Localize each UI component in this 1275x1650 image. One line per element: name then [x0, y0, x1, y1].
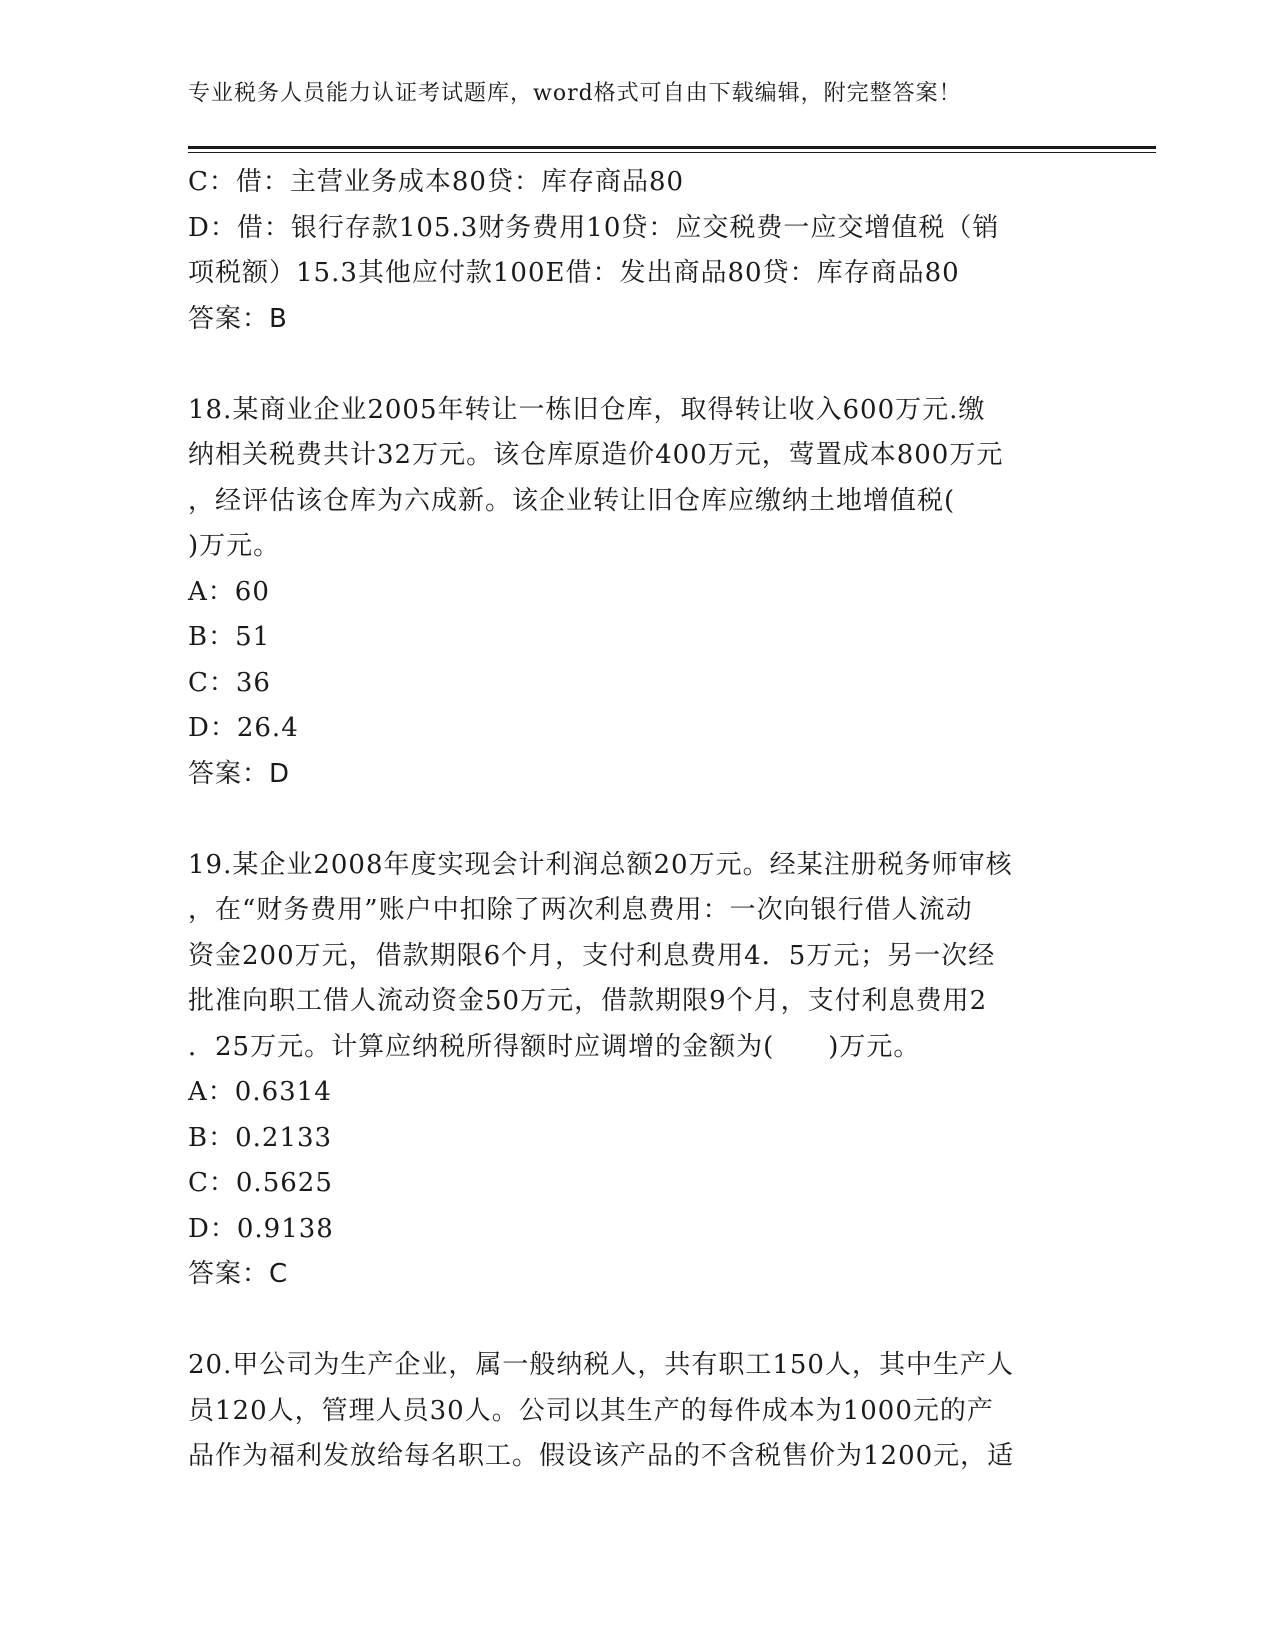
q20-stem-line: 员120人，管理人员30人。公司以其生产的每件成本为1000元的产: [188, 1395, 994, 1426]
q19-option-a: A：0.6314: [188, 1077, 332, 1107]
q18-stem-line: ，经评估该仓库为六成新。该企业转让旧仓库应缴纳土地增值税(: [188, 485, 956, 516]
q20-stem-line: 品作为福利发放给每名职工。假设该产品的不含税售价为1200元，适: [188, 1441, 1015, 1471]
spacer: [188, 797, 1068, 843]
q18-option-d: D：26.4: [188, 713, 299, 743]
q17-option-c: C：借：主营业务成本80贷：库存商品80: [188, 167, 685, 197]
q19-option-b: B：0.2133: [188, 1122, 333, 1153]
question-content: [188, 160, 1068, 1480]
q19-option-c: C：0.5625: [188, 1168, 333, 1198]
q19-stem-line: 19.某企业2008年度实现会计利润总额20万元。经某注册税务师审核: [188, 849, 1013, 880]
header-rule-thick: [188, 146, 1156, 149]
q17-option-d-cont: 项税额）15.3其他应付款100E借：发出商品80贷：库存商品80: [188, 258, 960, 288]
q19-stem-line: ．25万元。计算应纳税所得额时应调增的金额为( )万元。: [188, 1031, 921, 1062]
q19-stem-line: ，在“财务费用”账户中扣除了两次利息费用：一次向银行借人流动: [188, 895, 973, 925]
spacer: [188, 342, 1068, 388]
q19-option-d: D：0.9138: [188, 1213, 334, 1244]
q18-stem-line: )万元。: [188, 531, 281, 561]
q17-option-d: D：借：银行存款105.3财务费用10贷：应交税费一应交增值税（销: [188, 212, 1000, 243]
q18-stem-line: 纳相关税费共计32万元。该仓库原造价400万元，莺置成本800万元: [188, 440, 1004, 470]
q18-option-b: B：51: [188, 622, 271, 652]
header-rule-thin: [188, 152, 1156, 153]
q19-stem-line: 资金200万元，借款期限6个月，支付利息费用4．5万元；另一次经: [188, 940, 996, 971]
q18-option-c: C：36: [188, 667, 271, 698]
q18-answer: 答案：D: [188, 758, 291, 789]
q19-answer: 答案：C: [188, 1259, 289, 1289]
q18-option-a: A：60: [188, 576, 270, 607]
page-header: 专业税务人员能力认证考试题库，word格式可自由下载编辑，附完整答案！: [188, 81, 962, 106]
q18-stem-line: 18.某商业企业2005年转让一栋旧仓库，取得转让收入600万元.缴: [188, 394, 986, 425]
q20-stem-line: 20.甲公司为生产企业，属一般纳税人，共有职工150人，其中生产人: [188, 1350, 1014, 1380]
spacer: [188, 1298, 1068, 1344]
q19-stem-line: 批准向职工借人流动资金50万元，借款期限9个月，支付利息费用2: [188, 986, 988, 1016]
q17-answer: 答案：B: [188, 303, 288, 334]
